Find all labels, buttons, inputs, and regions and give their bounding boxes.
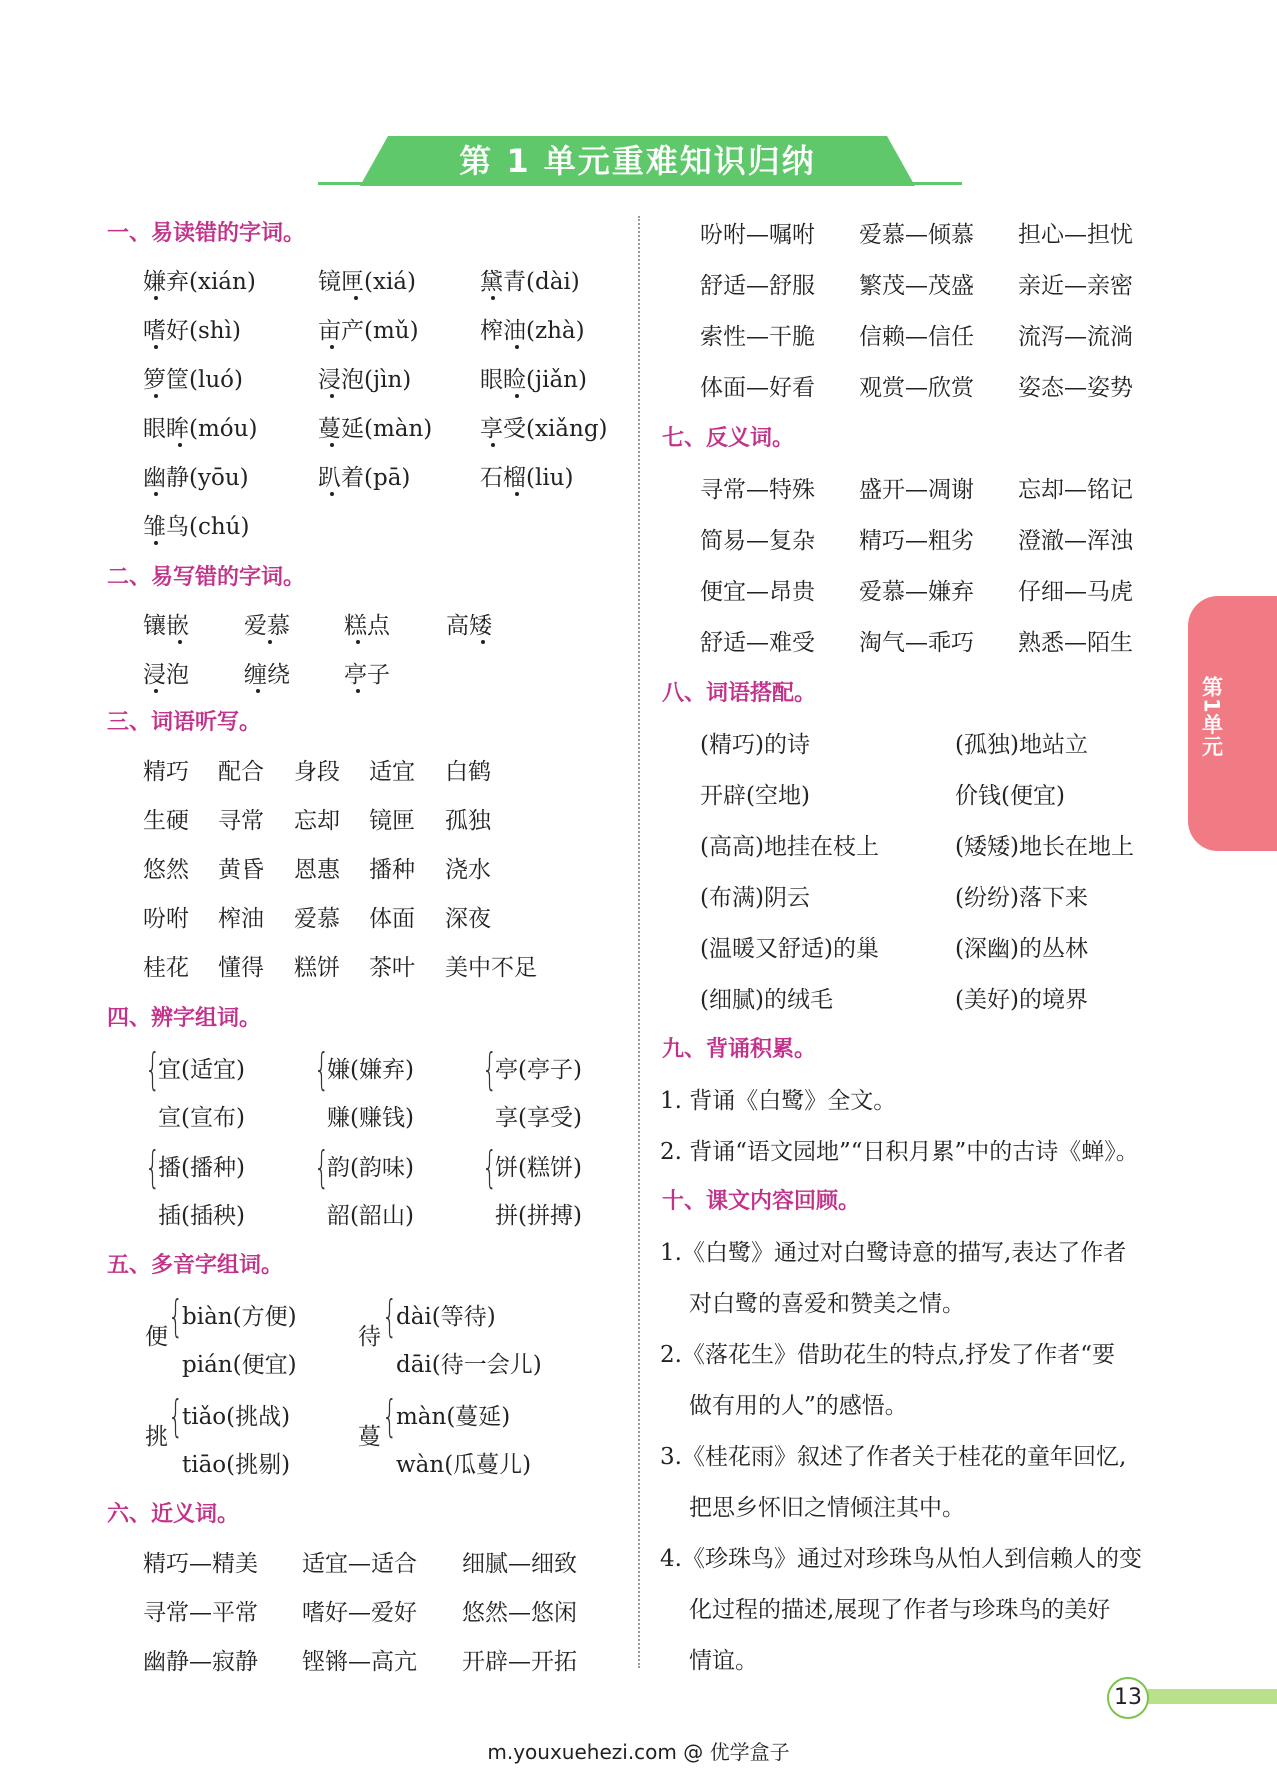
antonym-pair: 爱慕—嫌弃 [859, 579, 974, 605]
dictation-item: 恩惠 [294, 857, 340, 883]
emphasis-dot [178, 443, 182, 447]
synonym-pair: 幽静—寂静 [143, 1649, 258, 1675]
synonym-pair: 铿锵—高亢 [302, 1649, 417, 1675]
antonym-pair: 熟悉—陌生 [1018, 630, 1133, 656]
dictation-item: 精巧 [143, 759, 189, 785]
reading-item: 眼睑(jiǎn) [480, 367, 587, 393]
polyphone-char: 待 [358, 1324, 381, 1350]
brace: { [314, 1044, 330, 1095]
antonym-pair: 澄澈—浑浊 [1018, 528, 1133, 554]
brace: { [168, 1391, 184, 1442]
emphasis-dot [268, 640, 272, 644]
reading-item: 幽静(yōu) [143, 465, 249, 491]
polyphone-reading: dāi(待一会儿) [396, 1352, 542, 1378]
review-line: 3.《桂花雨》叙述了作者关于桂花的童年回忆, [660, 1444, 1127, 1470]
unit-side-tab-label: 第1单元 [1199, 676, 1224, 758]
reading-item: 石榴(liu) [480, 465, 574, 491]
column-divider [638, 216, 640, 1668]
reading-item: 蔓延(màn) [318, 416, 433, 442]
distinguish-item: 宣(宣布) [158, 1105, 245, 1131]
dictation-item: 榨油 [218, 906, 264, 932]
polyphone-reading: biàn(方便) [182, 1304, 297, 1330]
collocation-item: (美好)的境界 [955, 987, 1088, 1013]
section-7-heading: 七、反义词。 [662, 426, 795, 451]
dictation-item: 身段 [294, 759, 340, 785]
emphasis-dot [491, 443, 495, 447]
collocation-item: 价钱(便宜) [955, 783, 1065, 809]
collocation-item: (矮矮)地长在地上 [955, 834, 1134, 860]
dictation-item: 悠然 [143, 857, 189, 883]
miswrite-item: 糕点 [344, 613, 390, 639]
brace: { [314, 1142, 330, 1193]
page-number-bar [1148, 1689, 1277, 1704]
page-title: 第 1 单元重难知识归纳 [459, 142, 816, 180]
antonym-pair: 盛开—凋谢 [859, 477, 974, 503]
emphasis-dot [154, 492, 158, 496]
footer-watermark: m.youxuehezi.com @ 优学盒子 [487, 1740, 790, 1764]
collocation-item: (孤独)地站立 [955, 732, 1088, 758]
polyphone-reading: màn(蔓延) [396, 1404, 511, 1430]
dictation-item: 糕饼 [294, 955, 340, 981]
dictation-item: 孤独 [445, 808, 491, 834]
synonym-pair: 体面—好看 [700, 375, 815, 401]
emphasis-dot [256, 689, 260, 693]
reading-item: 雏鸟(chú) [143, 514, 250, 540]
antonym-pair: 舒适—难受 [700, 630, 815, 656]
distinguish-item: 韵(韵味) [327, 1155, 414, 1181]
reading-item: 趴着(pā) [318, 465, 411, 491]
review-line: 4.《珍珠鸟》通过对珍珠鸟从怕人到信赖人的变 [660, 1546, 1142, 1572]
emphasis-dot [154, 394, 158, 398]
dictation-item: 桂花 [143, 955, 189, 981]
review-line: 2.《落花生》借助花生的特点,抒发了作者“要 [660, 1342, 1116, 1368]
miswrite-item: 缠绕 [244, 662, 290, 688]
synonym-pair: 精巧—精美 [143, 1551, 258, 1577]
miswrite-item: 亭子 [344, 662, 390, 688]
section-10-heading: 十、课文内容回顾。 [662, 1189, 861, 1214]
emphasis-dot [491, 296, 495, 300]
reading-item: 眼眸(móu) [143, 416, 258, 442]
emphasis-dot [515, 345, 519, 349]
brace: { [482, 1142, 498, 1193]
section-3-heading: 三、词语听写。 [107, 710, 262, 735]
brace: { [382, 1291, 398, 1342]
polyphone-reading: pián(便宜) [182, 1352, 297, 1378]
recite-item: 1. 背诵《白鹭》全文。 [660, 1088, 897, 1114]
polyphone-char: 蔓 [358, 1424, 381, 1450]
synonym-pair: 信赖—信任 [859, 324, 974, 350]
miswrite-item: 高矮 [446, 613, 492, 639]
reading-item: 享受(xiǎng) [480, 416, 608, 442]
collocation-item: (精巧)的诗 [700, 732, 810, 758]
polyphone-reading: dài(等待) [396, 1304, 496, 1330]
collocation-item: (温暖又舒适)的巢 [700, 936, 879, 962]
reading-item: 镜匣(xiá) [318, 269, 416, 295]
synonym-pair: 嗜好—爱好 [302, 1600, 417, 1626]
emphasis-dot [481, 640, 485, 644]
synonym-pair: 舒适—舒服 [700, 273, 815, 299]
antonym-pair: 淘气—乖巧 [859, 630, 974, 656]
reading-item: 亩产(mǔ) [318, 318, 419, 344]
dictation-item: 体面 [369, 906, 415, 932]
recite-item: 2. 背诵“语文园地”“日积月累”中的古诗《蝉》。 [660, 1139, 1139, 1165]
emphasis-dot [330, 345, 334, 349]
emphasis-dot [154, 541, 158, 545]
emphasis-dot [354, 296, 358, 300]
reading-item: 浸泡(jìn) [318, 367, 412, 393]
distinguish-item: 播(播种) [158, 1155, 245, 1181]
synonym-pair: 爱慕—倾慕 [859, 222, 974, 248]
miswrite-item: 浸泡 [143, 662, 189, 688]
dictation-item: 镜匣 [369, 808, 415, 834]
section-8-heading: 八、词语搭配。 [662, 681, 817, 706]
dictation-item: 深夜 [445, 906, 491, 932]
emphasis-dot [330, 394, 334, 398]
distinguish-item: 嫌(嫌弃) [327, 1057, 414, 1083]
dictation-item: 生硬 [143, 808, 189, 834]
dictation-item: 播种 [369, 857, 415, 883]
dictation-item: 爱慕 [294, 906, 340, 932]
review-line: 化过程的描述,展现了作者与珍珠鸟的美好 [689, 1597, 1111, 1623]
distinguish-item: 赚(赚钱) [327, 1105, 414, 1131]
collocation-item: 开辟(空地) [700, 783, 810, 809]
polyphone-reading: wàn(瓜蔓儿) [396, 1452, 532, 1478]
synonym-pair: 开辟—开拓 [462, 1649, 577, 1675]
collocation-item: (细腻)的绒毛 [700, 987, 833, 1013]
polyphone-char: 便 [145, 1324, 168, 1350]
synonym-pair: 寻常—平常 [143, 1600, 258, 1626]
reading-item: 箩筐(luó) [143, 367, 243, 393]
review-line: 情谊。 [689, 1648, 758, 1674]
emphasis-dot [515, 492, 519, 496]
antonym-pair: 寻常—特殊 [700, 477, 815, 503]
dictation-item: 配合 [218, 759, 264, 785]
distinguish-item: 插(插秧) [158, 1203, 245, 1229]
synonym-pair: 细腻—细致 [462, 1551, 577, 1577]
dictation-item: 懂得 [218, 955, 264, 981]
synonym-pair: 流泻—流淌 [1018, 324, 1133, 350]
review-line: 把思乡怀旧之情倾注其中。 [689, 1495, 965, 1521]
emphasis-dot [330, 492, 334, 496]
emphasis-dot [356, 689, 360, 693]
distinguish-item: 享(享受) [495, 1105, 582, 1131]
miswrite-item: 镶嵌 [143, 613, 189, 639]
dictation-item: 白鹤 [445, 759, 491, 785]
brace: { [145, 1044, 161, 1095]
dictation-item: 适宜 [369, 759, 415, 785]
collocation-item: (高高)地挂在枝上 [700, 834, 879, 860]
emphasis-dot [330, 443, 334, 447]
reading-item: 嗜好(shì) [143, 318, 241, 344]
synonym-pair: 适宜—适合 [302, 1551, 417, 1577]
section-1-heading: 一、易读错的字词。 [107, 221, 306, 246]
synonym-pair: 姿态—姿势 [1018, 375, 1133, 401]
emphasis-dot [356, 640, 360, 644]
collocation-item: (纷纷)落下来 [955, 885, 1088, 911]
review-line: 对白鹭的喜爱和赞美之情。 [689, 1291, 965, 1317]
polyphone-reading: tiǎo(挑战) [182, 1404, 291, 1430]
dictation-item: 浇水 [445, 857, 491, 883]
section-5-heading: 五、多音字组词。 [107, 1253, 284, 1278]
brace: { [145, 1142, 161, 1193]
section-4-heading: 四、辨字组词。 [107, 1006, 262, 1031]
antonym-pair: 简易—复杂 [700, 528, 815, 554]
miswrite-item: 爱慕 [244, 613, 290, 639]
synonym-pair: 吩咐—嘱咐 [700, 222, 815, 248]
dictation-item: 黄昏 [218, 857, 264, 883]
antonym-pair: 忘却—铭记 [1018, 477, 1133, 503]
dictation-item: 寻常 [218, 808, 264, 834]
synonym-pair: 观赏—欣赏 [859, 375, 974, 401]
review-line: 1.《白鹭》通过对白鹭诗意的描写,表达了作者 [660, 1240, 1127, 1266]
emphasis-dot [154, 345, 158, 349]
section-2-heading: 二、易写错的字词。 [107, 565, 306, 590]
antonym-pair: 仔细—马虎 [1018, 579, 1133, 605]
section-6-heading: 六、近义词。 [107, 1502, 240, 1527]
reading-item: 榨油(zhà) [480, 318, 585, 344]
emphasis-dot [178, 640, 182, 644]
brace: { [168, 1291, 184, 1342]
emphasis-dot [154, 689, 158, 693]
distinguish-item: 韶(韶山) [327, 1203, 414, 1229]
collocation-item: (深幽)的丛林 [955, 936, 1088, 962]
polyphone-char: 挑 [145, 1424, 168, 1450]
emphasis-dot [515, 394, 519, 398]
page-number: 13 [1114, 1685, 1142, 1710]
synonym-pair: 担心—担忧 [1018, 222, 1133, 248]
dictation-item: 茶叶 [369, 955, 415, 981]
collocation-item: (布满)阴云 [700, 885, 810, 911]
dictation-item: 忘却 [294, 808, 340, 834]
distinguish-item: 饼(糕饼) [495, 1155, 582, 1181]
distinguish-item: 亭(亭子) [495, 1057, 582, 1083]
dictation-item: 美中不足 [445, 955, 537, 981]
reading-item: 嫌弃(xián) [143, 269, 256, 295]
polyphone-reading: tiāo(挑剔) [182, 1452, 291, 1478]
brace: { [482, 1044, 498, 1095]
antonym-pair: 便宜—昂贵 [700, 579, 815, 605]
dictation-item: 吩咐 [143, 906, 189, 932]
synonym-pair: 悠然—悠闲 [462, 1600, 577, 1626]
synonym-pair: 索性—干脆 [700, 324, 815, 350]
synonym-pair: 亲近—亲密 [1018, 273, 1133, 299]
reading-item: 黛青(dài) [480, 269, 580, 295]
distinguish-item: 拼(拼搏) [495, 1203, 582, 1229]
section-9-heading: 九、背诵积累。 [662, 1037, 817, 1062]
distinguish-item: 宜(适宜) [158, 1057, 245, 1083]
synonym-pair: 繁茂—茂盛 [859, 273, 974, 299]
brace: { [382, 1391, 398, 1442]
review-line: 做有用的人”的感悟。 [689, 1393, 908, 1419]
emphasis-dot [154, 296, 158, 300]
antonym-pair: 精巧—粗劣 [859, 528, 974, 554]
